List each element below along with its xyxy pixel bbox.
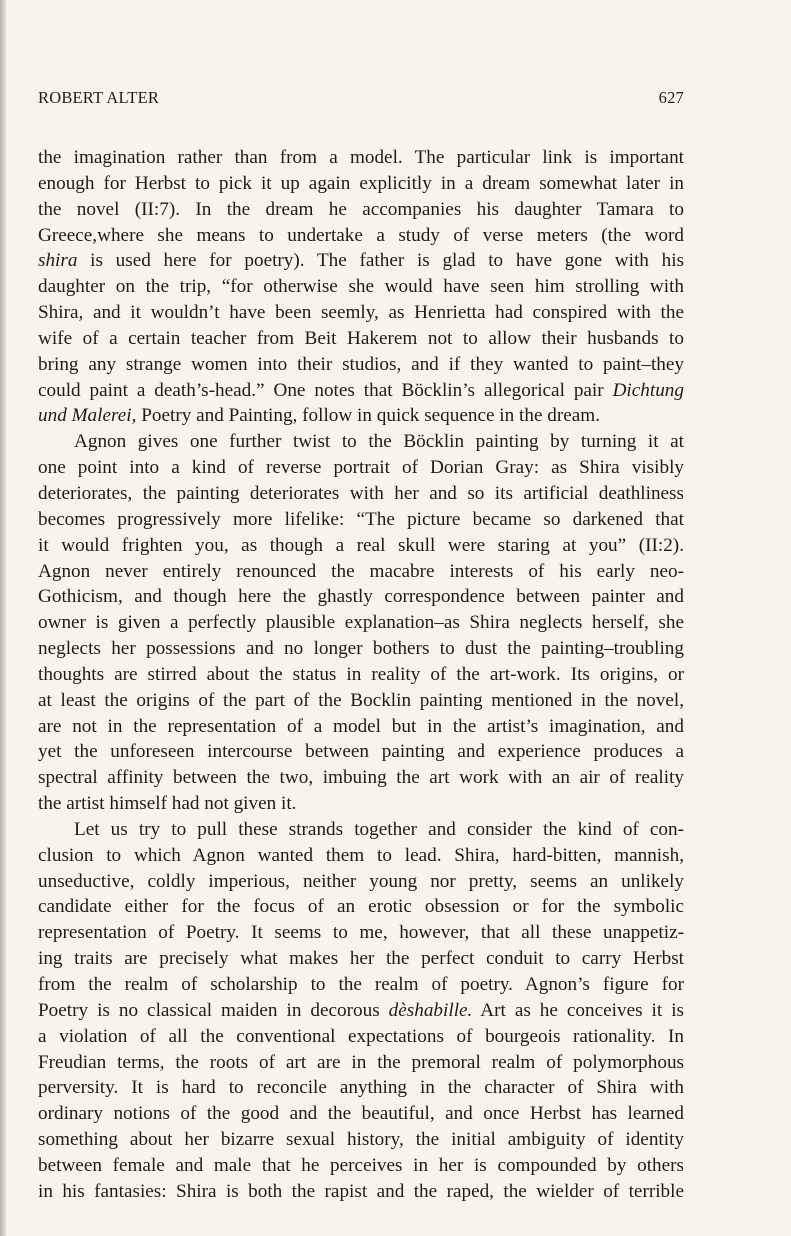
text-line	[38, 1153, 684, 1179]
text-line	[38, 326, 684, 352]
text-line	[38, 145, 684, 171]
text-line	[38, 894, 684, 920]
paragraph	[38, 145, 684, 429]
text-line	[38, 481, 684, 507]
text-line	[38, 403, 684, 429]
italic-text: und Malerei,	[38, 405, 137, 427]
text-run: perversity. It is hard to reconcile anything in the character of Shira with	[38, 1077, 684, 1099]
text-run: in his fantasies: Shira is both the rapist and the raped, the wielder of terrible	[38, 1180, 684, 1202]
text-run: deteriorates, the painting deteriorates with her and so its artificial deathliness	[38, 482, 684, 504]
text-run: Freudian terms, the roots of art are in the premoral realm of polymorphous	[38, 1051, 684, 1073]
text-run: ordinary notions of the good and the beautiful, and once Herbst has learned	[38, 1103, 684, 1125]
text-line	[38, 714, 684, 740]
text-line	[38, 688, 684, 714]
text-run: wife of a certain teacher from Beit Hakerem not to allow their husbands to	[38, 327, 684, 349]
text-line	[38, 636, 684, 662]
text-run: bring any strange women into their studios, and if they wanted to paint–they	[38, 353, 684, 375]
text-line	[38, 1127, 684, 1153]
text-line	[38, 300, 684, 326]
text-line	[38, 765, 684, 791]
author-name: ROBERT ALTER	[38, 88, 160, 107]
text-line	[38, 1050, 684, 1076]
text-line	[38, 791, 684, 817]
text-line	[38, 507, 684, 533]
text-line	[38, 1075, 684, 1101]
text-line	[38, 248, 684, 274]
text-run: the novel (II:7). In the dream he accompanies his daughter Tamara to	[38, 198, 684, 220]
text-line	[38, 739, 684, 765]
text-run: Agnon gives one further twist to the Böcklin painting by turning it at	[74, 431, 684, 453]
text-run: daughter on the trip, “for otherwise she would have seen him strolling with	[38, 276, 684, 298]
text-line	[38, 378, 684, 404]
text-line	[38, 223, 684, 249]
text-run: becomes progressively more lifelike: “The picture became so darkened that	[38, 508, 684, 530]
text-run: Poetry is no classical maiden in decorous	[38, 999, 389, 1021]
text-run: enough for Herbst to pick it up again explicitly in a dream somewhat later in	[38, 172, 684, 194]
text-line	[38, 869, 684, 895]
text-run: from the realm of scholarship to the realm of poetry. Agnon’s figure for	[38, 974, 684, 995]
text-run: ing traits are precisely what makes her the perfect conduit to carry Herbst	[38, 948, 684, 970]
text-run: Let us try to pull these strands together and consider the kind of con-	[74, 818, 684, 840]
text-run: one point into a kind of reverse portrait of Dorian Gray: as Shira visibly	[38, 457, 684, 479]
text-run: yet the unforeseen intercourse between painting and experience produces a	[38, 741, 684, 763]
text-run: a violation of all the conventional expectations of bourgeois rationality. In	[38, 1025, 684, 1047]
text-line	[38, 610, 684, 636]
text-line	[38, 171, 684, 197]
text-run: unseductive, coldly imperious, neither young nor pretty, seems an unlikely	[38, 870, 684, 892]
text-line	[38, 662, 684, 688]
text-line	[38, 197, 684, 223]
text-run: is used here for poetry). The father is glad to have gone with his	[77, 250, 684, 272]
text-line	[38, 920, 684, 946]
text-line	[38, 533, 684, 559]
text-run: it would frighten you, as though a real skull were staring at you” (II:2).	[38, 534, 684, 556]
text-line	[38, 1101, 684, 1127]
text-run: candidate either for the focus of an erotic obsession or for the symbolic	[38, 896, 684, 918]
running-head	[38, 88, 684, 108]
text-line	[38, 998, 684, 1024]
text-line	[38, 1179, 684, 1205]
text-run: the imagination rather than from a model. The particular link is important	[38, 147, 684, 168]
text-run: clusion to which Agnon wanted them to lead. Shira, hard-bitten, mannish,	[38, 844, 684, 866]
text-run: thoughts are stirred about the status in reality of the art-work. Its origins, or	[38, 663, 684, 685]
italic-text: Dichtung	[612, 379, 684, 401]
text-run: could paint a death’s-head.” One notes that Böcklin’s allegorical pair	[38, 379, 613, 401]
italic-text: shira	[38, 250, 78, 272]
text-line	[38, 559, 684, 585]
page-edge	[0, 0, 6, 1236]
text-line	[38, 843, 684, 869]
text-run: between female and male that he perceives in her is compounded by others	[38, 1154, 684, 1176]
text-run: Gothicism, and though here the ghastly correspondence between painter and	[38, 586, 684, 608]
text-line	[38, 817, 684, 843]
text-line	[38, 1024, 684, 1050]
text-run: Greece,where she means to undertake a study of verse meters (the word	[38, 224, 684, 246]
text-run: the artist himself had not given it.	[38, 793, 297, 815]
text-run: spectral affinity between the two, imbuing the art work with an air of reality	[38, 767, 684, 789]
text-line	[38, 584, 684, 610]
body-text	[38, 145, 684, 1205]
text-run: Shira, and it wouldn’t have been seemly, as Henrietta had conspired with the	[38, 302, 684, 324]
text-run: representation of Poetry. It seems to me, however, that all these unappetiz-	[38, 922, 684, 944]
text-run: at least the origins of the part of the Bocklin painting mentioned in the novel,	[38, 689, 684, 711]
text-run: owner is given a perfectly plausible explanation–as Shira neglects herself, she	[38, 612, 684, 634]
text-line	[38, 274, 684, 300]
text-line	[38, 972, 684, 998]
italic-text: dèshabille.	[388, 999, 473, 1021]
text-run: something about her bizarre sexual history, the initial ambiguity of identity	[38, 1129, 684, 1151]
text-run: neglects her possessions and no longer bothers to dust the painting–troubling	[38, 638, 684, 660]
text-line	[38, 429, 684, 455]
text-line	[38, 352, 684, 378]
paragraph	[38, 817, 684, 1205]
text-run: Agnon never entirely renounced the macabre interests of his early neo-	[38, 560, 684, 582]
text-line	[38, 946, 684, 972]
page-number: 627	[658, 88, 684, 107]
text-run: Art as he conceives it is	[472, 999, 684, 1021]
paragraph	[38, 429, 684, 817]
text-run: Poetry and Painting, follow in quick sequence in the dream.	[136, 405, 600, 427]
text-line	[38, 455, 684, 481]
text-run: are not in the representation of a model but in the artist’s imagination, and	[38, 715, 684, 737]
